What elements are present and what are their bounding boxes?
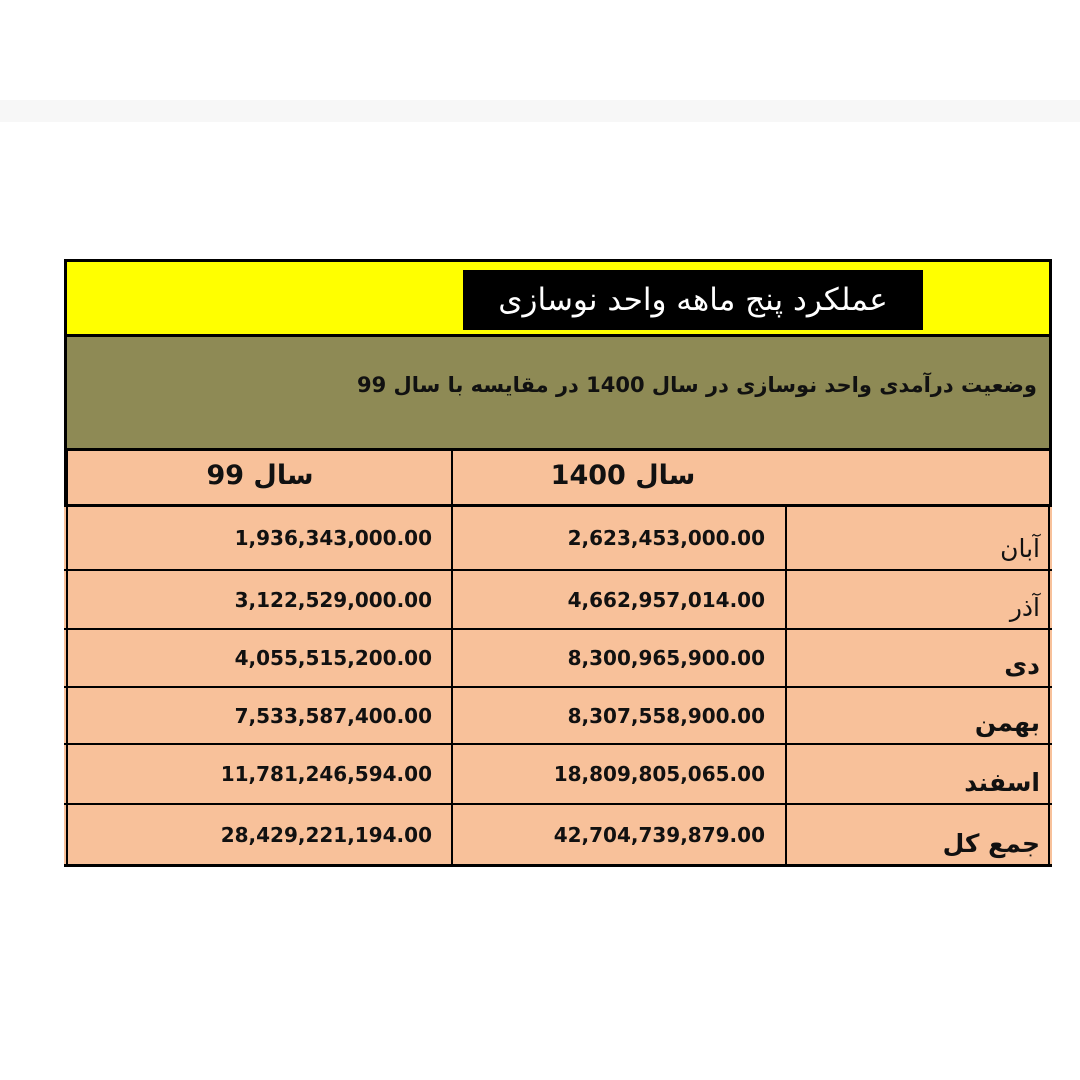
table-row xyxy=(64,630,1052,688)
value-99: 4,055,515,200.00 xyxy=(234,646,432,670)
value-1400: 8,300,965,900.00 xyxy=(567,646,765,670)
subtitle-band xyxy=(64,337,1052,451)
month-label: آبان xyxy=(1000,534,1040,563)
value-1400: 4,662,957,014.00 xyxy=(567,587,765,612)
revenue-table xyxy=(64,259,1052,867)
month-label: بهمن xyxy=(974,708,1040,737)
value-99: 7,533,587,400.00 xyxy=(234,703,432,728)
month-label: آذر xyxy=(1009,593,1040,622)
data-grid xyxy=(64,451,1052,867)
header-year-99: سال 99 xyxy=(206,460,314,491)
total-99: 28,429,221,194.00 xyxy=(220,822,432,847)
table-subtitle: وضعیت درآمدی واحد نوسازی در سال 1400 در مقایسه با سال 99 xyxy=(356,373,1037,397)
value-99: 11,781,246,594.00 xyxy=(220,762,432,786)
header-row xyxy=(64,451,1052,507)
value-1400: 2,623,453,000.00 xyxy=(567,526,765,550)
total-label: جمع کل xyxy=(942,829,1040,858)
table-row xyxy=(64,571,1052,630)
table-row xyxy=(64,507,1052,571)
table-row-total xyxy=(64,805,1052,867)
table-row xyxy=(64,745,1052,805)
value-1400: 8,307,558,900.00 xyxy=(567,703,765,728)
header-year-1400: سال 1400 xyxy=(550,460,696,491)
title-band xyxy=(64,259,1052,337)
month-label: اسفند xyxy=(964,768,1040,797)
value-1400: 18,809,805,065.00 xyxy=(553,762,765,786)
top-band xyxy=(0,100,1080,122)
month-label: دی xyxy=(1004,651,1040,680)
table-row xyxy=(64,688,1052,745)
total-1400: 42,704,739,879.00 xyxy=(553,822,765,847)
value-99: 3,122,529,000.00 xyxy=(234,587,432,612)
value-99: 1,936,343,000.00 xyxy=(234,526,432,550)
page-title: عملکرد پنج ماهه واحد نوسازی xyxy=(463,270,923,330)
